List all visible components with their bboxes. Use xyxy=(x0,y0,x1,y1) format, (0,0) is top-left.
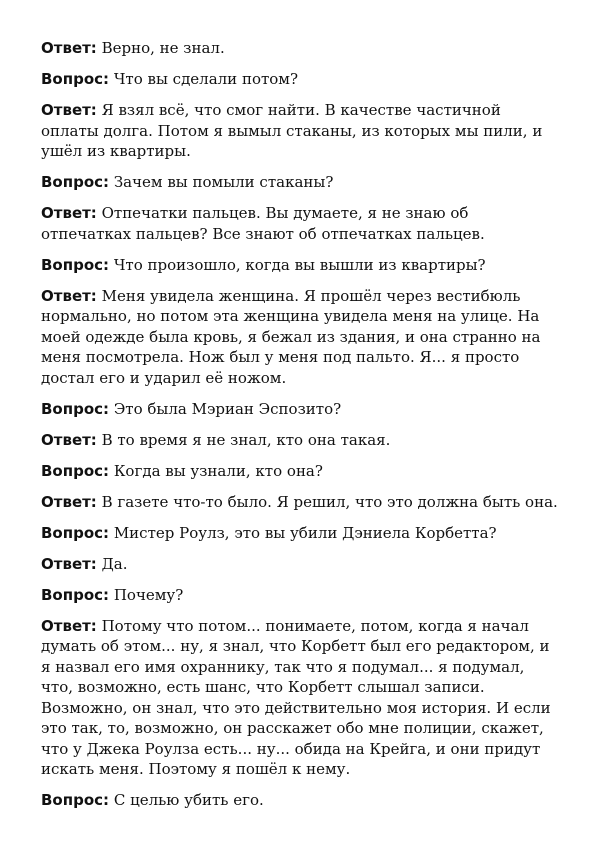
dialogue-text: В то время я не знал, кто она такая. xyxy=(101,430,391,449)
dialogue-text: Отпечатки пальцев. Вы думаете, я не знаю об отпечатках пальцев? Все знают об отпечатках пальцев. xyxy=(41,204,485,243)
dialogue-entry xyxy=(41,38,560,59)
dialogue-text: Меня увидела женщина. Я прошёл через вестибюль нормально, но потом эта женщина увидела меня на улице. На моей одежде была кровь, я бежал из здания, и она странно на меня посмотрела. Нож был у меня под пальто. Я... я просто достал его и ударил её ножом. xyxy=(41,286,541,387)
dialogue-text: Я взял всё, что смог найти. В качестве частичной оплаты долга. Потом я вымыл стаканы, из которых мы пили, и ушёл из квартиры. xyxy=(41,101,543,160)
dialogue-text: Что произошло, когда вы вышли из квартиры? xyxy=(113,255,486,274)
dialogue-text: Почему? xyxy=(113,585,184,604)
dialogue-text: Когда вы узнали, кто она? xyxy=(113,461,323,480)
dialogue-text: Мистер Роулз, это вы убили Дэниела Корбетта? xyxy=(113,523,497,542)
speaker-label: Вопрос: xyxy=(41,173,110,191)
dialogue-text: Верно, не знал. xyxy=(101,39,225,57)
dialogue-entry xyxy=(41,492,560,513)
dialogue-entry xyxy=(41,461,560,482)
speaker-label: Вопрос: xyxy=(41,461,110,480)
speaker-label: Вопрос: xyxy=(41,399,110,418)
speaker-label: Ответ: xyxy=(41,101,97,119)
speaker-label: Ответ: xyxy=(41,204,97,222)
dialogue-entry xyxy=(41,523,560,544)
dialogue-entry xyxy=(41,255,560,276)
dialogue-text: В газете что-то было. Я решил, что это должна быть она. xyxy=(101,492,558,511)
dialogue-text: С целью убить его. xyxy=(113,791,264,809)
speaker-label: Ответ: xyxy=(41,286,97,305)
dialogue-entry xyxy=(41,100,560,162)
dialogue-text: Это была Мэриан Эспозито? xyxy=(113,399,342,418)
dialogue-entry xyxy=(41,790,560,811)
dialogue-text: Зачем вы помыли стаканы? xyxy=(113,173,334,191)
dialogue-entry xyxy=(41,430,560,451)
speaker-label: Вопрос: xyxy=(41,791,110,809)
speaker-label: Ответ: xyxy=(41,430,97,449)
dialogue-entry xyxy=(41,69,560,90)
dialogue-entry xyxy=(41,286,560,389)
dialogue-entry xyxy=(41,585,560,606)
dialogue-text: Что вы сделали потом? xyxy=(113,70,299,88)
dialogue-entry xyxy=(41,399,560,420)
dialogue-text: Потому что потом... понимаете, потом, когда я начал думать об этом... ну, я знал, что Корбетт был его редактором, и я назвал его имя охраннику, так что я подумал... я подумал, что, возможно, есть шанс, что Корбетт слышал записи. Возможно, он знал, что это действительно моя история. И если это так, то, возможно, он расскажет обо мне полиции, скажет, что у Джека Роулза есть... ну... обида на Крейга, и они придут искать меня. Поэтому я пошёл к нему. xyxy=(41,616,551,778)
dialogue-entry xyxy=(41,616,560,780)
speaker-label: Вопрос: xyxy=(41,255,110,274)
dialogue-text: Да. xyxy=(101,554,128,573)
speaker-label: Вопрос: xyxy=(41,585,110,604)
speaker-label: Ответ: xyxy=(41,616,97,635)
dialogue-entry xyxy=(41,203,560,244)
speaker-label: Ответ: xyxy=(41,39,97,57)
speaker-label: Вопрос: xyxy=(41,523,110,542)
speaker-label: Вопрос: xyxy=(41,70,110,88)
dialogue-entry xyxy=(41,554,560,575)
speaker-label: Ответ: xyxy=(41,492,97,511)
dialogue-entry xyxy=(41,172,560,193)
speaker-label: Ответ: xyxy=(41,554,97,573)
